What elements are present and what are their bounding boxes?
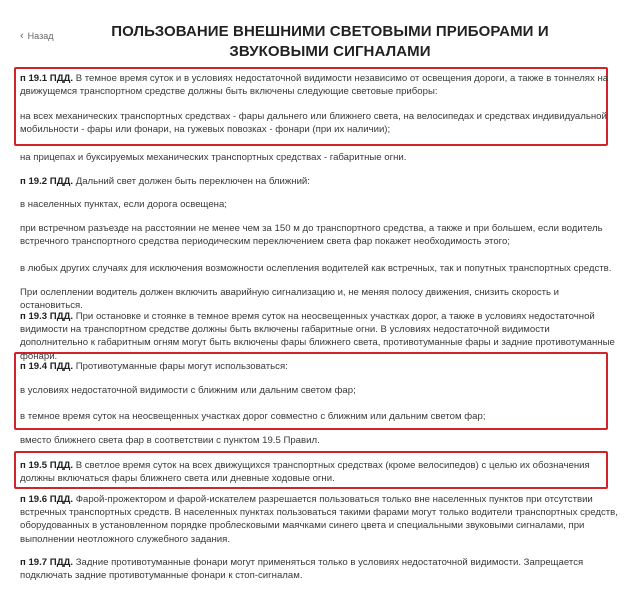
page-title: ПОЛЬЗОВАНИЕ ВНЕШНИМИ СВЕТОВЫМИ ПРИБОРАМИ И ЗВУКОВЫМИ СИГНАЛАМИ	[111, 23, 549, 60]
paragraph-19-5: п 19.5 ПДД. В светлое время суток на всех движущихся транспортных средствах (кроме велосипедов) с целью их обозначения должны включаться фары ближнего света или дневные ходовые огни.	[20, 460, 590, 485]
paragraph: в темное время суток на неосвещенных участках дорог совместно с ближним или дальним светом фар;	[20, 411, 486, 422]
rule-ref: п 19.7 ПДД.	[20, 557, 74, 568]
paragraph: в условиях недостаточной видимости с ближним или дальним светом фар;	[20, 385, 356, 396]
chevron-left-icon: ‹	[20, 30, 24, 42]
back-link[interactable]	[20, 30, 53, 43]
back-label: Назад	[27, 31, 54, 41]
paragraph-19-7: п 19.7 ПДД. Задние противотуманные фонари могут применяться только в условиях недостаточной видимости. Запрещается подключать задние противотуманные фонари к стоп-сигналам.	[20, 557, 584, 582]
rule-ref: п 19.6 ПДД.	[20, 494, 74, 505]
rule-ref: п 19.1 ПДД.	[20, 73, 74, 84]
paragraph: в любых других случаях для исключения возможности ослепления водителей как встречных, так и попутных транспортных средств.	[20, 263, 612, 274]
paragraph: при встречном разъезде на расстоянии не менее чем за 150 м до транспортного средства, а также и при большем, если водитель встречного транспортного средства периодическим переключением света фар покажет необходимость этого;	[20, 223, 603, 248]
paragraph-19-2: п 19.2 ПДД. Дальний свет должен быть переключен на ближний:	[20, 176, 310, 187]
paragraph-19-4: п 19.4 ПДД. Противотуманные фары могут использоваться:	[20, 361, 288, 372]
rule-ref: п 19.3 ПДД.	[20, 311, 74, 322]
paragraph: в населенных пунктах, если дорога освещена;	[20, 199, 227, 210]
paragraph: вместо ближнего света фар в соответствии с пунктом 19.5 Правил.	[20, 435, 320, 446]
rule-ref: п 19.5 ПДД.	[20, 460, 74, 471]
paragraph: на всех механических транспортных средствах - фары дальнего или ближнего света, на велосипедах и средствах индивидуальной мобильности - фары или фонари, на гужевых повозках - фонари (при их наличии);	[20, 111, 607, 136]
rule-ref: п 19.4 ПДД.	[20, 361, 74, 372]
paragraph-19-1: п 19.1 ПДД. В темное время суток и в условиях недостаточной видимости независимо от освещения дороги, а также в тоннелях на движущемся транспортном средстве должны быть включены следующие световые приборы:	[20, 73, 609, 98]
rule-ref: п 19.2 ПДД.	[20, 176, 74, 187]
paragraph: При ослеплении водитель должен включить аварийную сигнализацию и, не меняя полосу движения, снизить скорость и остановиться.	[20, 287, 560, 312]
paragraph: на прицепах и буксируемых механических транспортных средствах - габаритные огни.	[20, 152, 407, 163]
paragraph-19-6: п 19.6 ПДД. Фарой-прожектором и фарой-искателем разрешается пользоваться только вне населенных пунктов при отсутствии встречных транспортных средств. В населенных пунктах пользоваться такими фарами могут только водители транспортных средств, оборудованных в установленном порядке проблесковыми маячками синего цвета и специальными звуковыми сигналами, при выполнении неотложного служебного задания.	[20, 494, 618, 545]
paragraph-19-3: п 19.3 ПДД. При остановке и стоянке в темное время суток на неосвещенных участках дорог, а также в условиях недостаточной видимости на транспортном средстве должны быть включены габаритные огни. В условиях недостаточной видимости дополнительно к габаритным огням могут быть включены фары ближнего света, противотуманные фары и задние противотуманные фонари.	[20, 311, 615, 362]
